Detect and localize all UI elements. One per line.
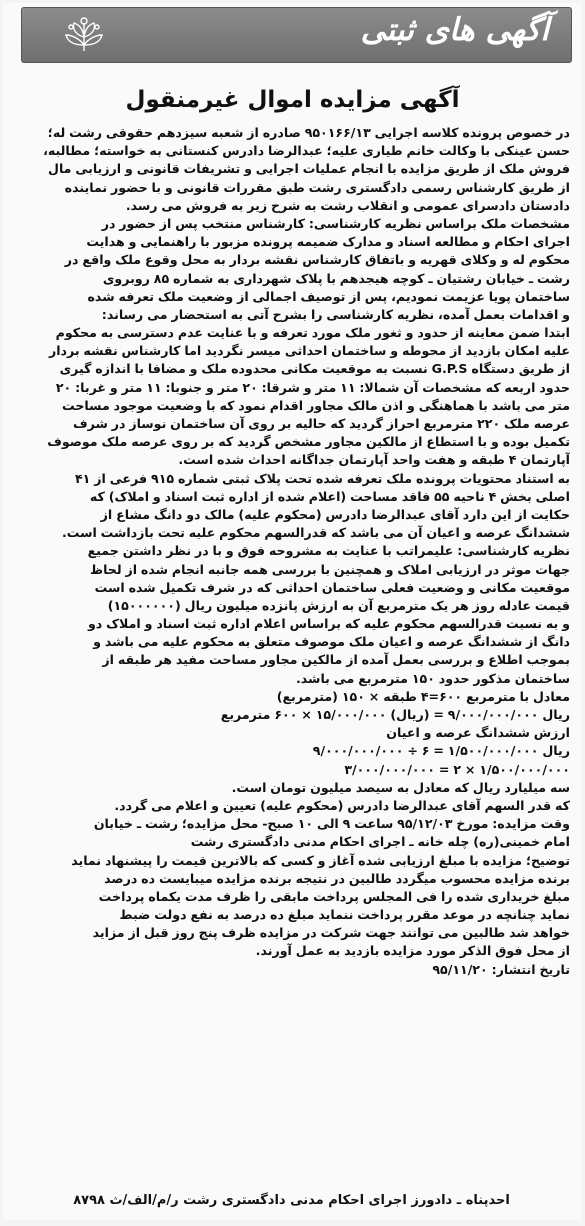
body-line: ارزش ششدانگ عرصه و اعیان (386, 725, 570, 741)
body-line: به استناد محتویات پرونده ملک تعرفه شده تحت پلاک ثبتی شماره ۹۱۵ فرعی از ۴۱ (74, 470, 570, 486)
body-line: ریال ۱/۵۰۰/۰۰۰/۰۰۰ = ۶ ÷ ۹/۰۰۰/۰۰۰/۰۰۰ (312, 743, 570, 759)
body-line: از محل فوق الذکر مورد مزایده بازدید به عمل آورند. (255, 943, 570, 959)
header-banner (21, 7, 572, 63)
body-line: نظریه کارشناسی: علیمراتب با عنایت به مشروحه فوق و با در نظر داشتن جمیع (87, 543, 570, 559)
body-line: دادستان دادسرای عمومی و انقلاب رشت به شرح زیر به فروش می رسد. (125, 197, 570, 213)
body-line: ساختمان مذکور حدود ۱۵۰ مترمربع می باشد. (296, 670, 570, 686)
body-line: برنده مزایده محسوب میگردد طالبین در نتیجه برنده مزایده میبایست ده درصد (104, 870, 570, 886)
body-line: آپارتمان ۴ طبقه و هفت واحد آپارتمان جداگانه احداث شده است. (178, 452, 570, 468)
body-line: ۱/۵۰۰/۰۰۰/۰۰۰ × ۲ = ۳/۰۰۰/۰۰۰/۰۰۰ (344, 761, 570, 777)
body-line: ساختمان پویا عزیمت نمودیم، پس از توصیف اجمالی از وضعیت ملک تعرفه شده (87, 288, 570, 304)
body-line: در خصوص پرونده کلاسه اجرایی ۹۵۰۱۶۶/۱۳ صادره از شعبه سیزدهم حقوقی رشت له؛ (47, 125, 570, 140)
body-line: مبلغ خریداری شده را فی المجلس پرداخت مابقی را ظرف مدت یکماه پرداخت (98, 888, 570, 904)
body-line: حدود اربعه که مشخصات آن شمالا: ۱۱ متر و شرقا: ۲۰ متر و جنوبا: ۱۱ متر و غربا: ۲۰ (55, 379, 570, 395)
body-line: تکمیل بوده و با استطاع از مالکین مجاور مشخص گردید که بر روی عرصه ملک موصوف (47, 434, 570, 450)
body-line: مشخصات ملک براساس نظریه کارشناسی: کارشناس منتخب پس از حضور در (101, 215, 570, 231)
signature-line: احدپناه ـ دادورز اجرای احکام مدنی دادگستری رشت ر/م/الف/ث ۸۷۹۸ (73, 1193, 510, 1208)
body-line: فروش ملک از طریق مزایده با انجام عملیات اجرایی و تشریفات قانونی و ارزیابی مال (48, 161, 570, 177)
body-line: جهات موثر در ارزیابی املاک و همچنین با بررسی همه جانبه انجام شده از لحاظ (89, 561, 570, 577)
body-line: نماید چنانچه در موعد مقرر پرداخت ننماید مبلغ ده درصد به نفع دولت ضبط (119, 907, 570, 923)
banner-title: آگهی های ثبتی (360, 12, 549, 48)
notice-body (13, 124, 570, 979)
body-line: حسن عینکی با وکالت خانم طیاری علیه؛ عبدالرضا دادرس کنستانی به خواسته؛ مطالبه، (43, 143, 570, 159)
body-line: تاریخ انتشار: ۹۵/۱۱/۲۰ (432, 961, 570, 977)
body-line: معادل با مترمربع ۶۰۰=۴ طبقه × ۱۵۰ (مترمربع) (276, 688, 570, 704)
body-line: رشت ـ خیابان رشتیان ـ کوچه هیجدهم با پلاک شهرداری به شماره ۸۵ روبروی (102, 270, 570, 286)
body-line: و به نسبت قدرالسهم محکوم علیه که براساس اعلام اداره ثبت اسناد و املاک دو (87, 616, 570, 632)
body-line: اجرای احکام و مطالعه اسناد و مدارک ضمیمه پرونده مزبور با راهنمایی و هدایت (86, 234, 570, 250)
body-line: موقعیت مکانی و وضعیت فعلی ساختمان احداثی که در شرف تکمیل شده است (94, 579, 570, 595)
body-line: ابتدا ضمن معاینه از حدود و ثغور ملک مورد تعرفه و با عنایت عدم دسترسی به محکوم (55, 325, 570, 341)
body-line: محکوم له و وکلای قهریه و باتفاق کارشناس نقشه بردار به محل وقوع ملک واقع در (64, 252, 570, 268)
body-line: خواهد شد طالبین می توانند جهت شرکت در مزایده ظرف پنج روز قبل از مزاید (92, 925, 570, 941)
body-line: سه میلیارد ریال که معادل به سیصد میلیون تومان است. (231, 779, 570, 795)
floral-ornament-icon (62, 15, 106, 55)
body-line: دانگ از ششدانگ عرصه و اعیان ملک موصوف متعلق به محکوم علیه می باشد و (93, 634, 570, 650)
body-line: حکایت از این دارد آقای عبدالرضا دادرس (محکوم علیه) مالک دو دانگ مشاع از (100, 506, 570, 522)
body-line: اصلی بخش ۴ ناحیه ۵۵ فاقد مساحت (اعلام شده از اداره ثبت اسناد و املاک) که (89, 488, 570, 504)
body-line: امام خمینی(ره) چله خانه ـ اجرای احکام مدنی دادگستری رشت (190, 834, 570, 850)
body-line: ریال ۹/۰۰۰/۰۰۰/۰۰۰ = (ریال) ۱۵/۰۰۰/۰۰۰ × ۶۰۰ مترمربع (220, 707, 570, 722)
notice-headline: آگهی مزایده اموال غیرمنقول (125, 87, 460, 113)
body-line: علیه امکان بازدید از محوطه و ساختمان احداثی میسر نگردید اما کارشناس نقشه بردار (48, 343, 570, 359)
notice-page (3, 3, 582, 1220)
body-line: قیمت عادله روز هر یک مترمربع آن به ارزش پانزده میلیون ریال (۱۵۰۰۰۰۰۰) (107, 597, 570, 613)
body-line: که قدر السهم آقای عبدالرضا دادرس (محکوم علیه) تعیین و اعلام می گردد. (114, 797, 570, 813)
body-line: متر می باشد با هماهنگی و اذن مالک مجاور اقدام نمود که با وضعیت موجود مساحت (62, 397, 570, 413)
body-line: و اقدامات بعمل آمده، نظریه کارشناسی را بشرح آتی به استحضار می رساند: (101, 306, 570, 322)
body-line: ششدانگ عرصه و اعیان آن می باشد که قدرالسهم محکوم علیه تحت بازداشت است. (61, 525, 570, 541)
body-line: توضیح؛ مزایده با مبلغ ارزیابی شده آغاز و کسی که بالاترین قیمت را پیشنهاد نماید (71, 852, 570, 868)
body-line: بموجب اطلاع و بررسی بعمل آمده از مالکین مجاور مساحت مفید هر طبقه از (102, 652, 570, 668)
body-line: عرصه ملک ۲۲۰ مترمربع احراز گردید که حالیه بر روی آن ساختمان نوساز در شرف (72, 416, 570, 431)
body-line: از طریق دستگاه G.P.S نسبت به موقعیت مکانی محدوده ملک و مضافا با اندازه گیری (59, 361, 570, 377)
body-line: از طریق کارشناس رسمی دادگستری رشت طبق مقررات قانونی و با حضور نماینده (64, 179, 570, 195)
body-line: وقت مزایده: مورخ ۹۵/۱۲/۰۳ ساعت ۹ الی ۱۰ صبح- محل مزایده؛ رشت ـ خیابان (93, 816, 570, 832)
